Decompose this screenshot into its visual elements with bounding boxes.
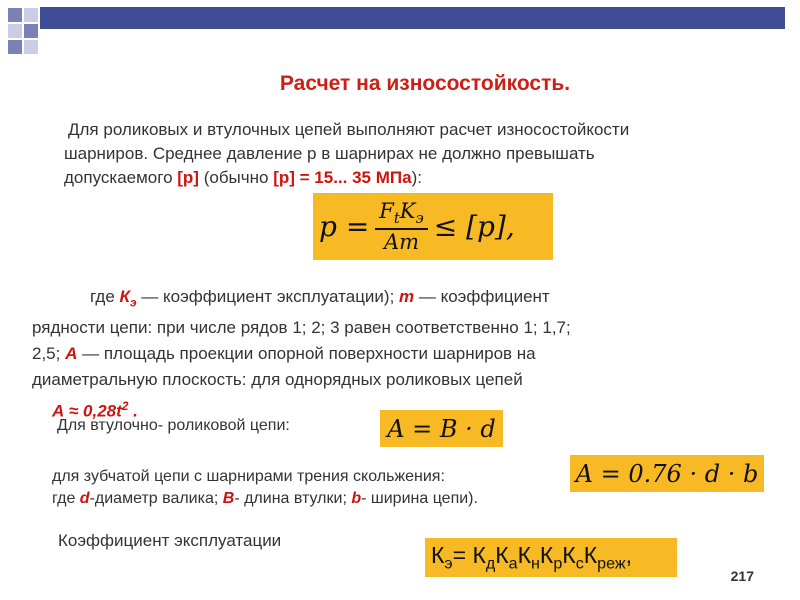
width-symbol: b: [351, 490, 362, 507]
kexp-label: Коэффициент эксплуатации: [58, 531, 282, 550]
decor-square: [24, 24, 38, 38]
bushing-label: Для втулочно- роликовой цепи:: [57, 417, 290, 434]
k-sub: э: [415, 210, 424, 228]
slide-title: Расчет на износостойкость.: [279, 72, 571, 95]
decor-square: [8, 8, 22, 22]
allowable-pressure: [р]: [177, 168, 199, 187]
k-sub: р: [553, 554, 563, 573]
decor-square: [24, 40, 38, 54]
formula-rhs: ≤ [p],: [433, 210, 515, 243]
bushing-formula-box: [380, 410, 503, 447]
formula-lhs: p =: [319, 210, 370, 243]
text: где: [52, 490, 80, 507]
where-line-1: [32, 284, 772, 315]
text: ):: [411, 168, 422, 187]
text: 2,5;: [32, 344, 66, 364]
formula-denominator: Am: [383, 229, 420, 254]
toothed-paragraph: [52, 466, 478, 510]
page-number: 217: [730, 568, 754, 584]
force-sub: t: [393, 210, 400, 228]
k-symbol: [119, 287, 137, 310]
main-formula-box: [313, 193, 553, 260]
k-sub: д: [485, 554, 496, 573]
k: К: [539, 541, 554, 568]
header-bar: [40, 7, 785, 29]
text: допускаемого: [64, 168, 178, 187]
decor-square: [8, 40, 22, 54]
text: - длина втулки;: [234, 490, 352, 507]
formula-fraction: [375, 200, 427, 253]
decor-square: [24, 8, 38, 22]
toothed-line-1: для зубчатой цепи с шарнирами трения скольжения:: [52, 468, 445, 485]
k: = К: [452, 541, 486, 568]
d-symbol: d: [79, 490, 90, 507]
text: ,: [625, 541, 633, 568]
k-sub: с: [575, 554, 584, 573]
force: F: [379, 199, 394, 224]
text: (обычно: [198, 168, 274, 187]
toothed-line-2: [52, 488, 478, 510]
toothed-formula: A = 0.76 · d · b: [575, 459, 759, 488]
text: где: [90, 287, 120, 306]
where-paragraph: [32, 284, 772, 425]
k-sub: реж: [597, 554, 626, 573]
k: К: [583, 541, 598, 568]
formula-numerator: [375, 200, 427, 230]
where-line-4: диаметральную плоскость: для однорядных роликовых цепей: [32, 370, 523, 390]
text: .: [128, 402, 138, 422]
text: -диаметр валика;: [89, 490, 223, 507]
k: К: [431, 541, 445, 568]
intro-line-3: [64, 166, 764, 190]
k-sub: а: [508, 554, 518, 573]
k: К: [119, 287, 130, 306]
toothed-formula-box: [570, 455, 764, 492]
intro-line-1: Для роликовых и втулочных цепей выполняют расчет износостойкости: [68, 120, 630, 139]
k-sub: н: [531, 554, 540, 573]
k: К: [517, 541, 532, 568]
bushing-formula: A = B · d: [387, 414, 496, 443]
intro-line-2: шарниров. Среднее давление р в шарнирах не должно превышать: [64, 144, 595, 163]
k-sub: э: [444, 554, 453, 573]
area-sup: 2: [121, 399, 129, 414]
area-formula: А ≈ 0,28t: [52, 402, 122, 422]
k: К: [495, 541, 509, 568]
text: — площадь проекции опорной поверхности шарниров на: [77, 344, 536, 364]
k-sub: э: [130, 295, 137, 310]
m-symbol: т: [399, 287, 415, 306]
text: — коэффициент эксплуатации);: [136, 287, 400, 306]
intro-paragraph: [64, 118, 764, 190]
where-line-2: рядности цепи: при числе рядов 1; 2; 3 равен соответственно 1; 1,7;: [32, 318, 571, 338]
text: - ширина цепи).: [361, 490, 478, 507]
a-symbol: А: [65, 344, 78, 364]
kexp-formula-box: [425, 538, 677, 577]
k: К: [562, 541, 576, 568]
k: K: [399, 199, 416, 224]
b-symbol: В: [222, 490, 235, 507]
where-line-3: [32, 341, 772, 367]
text: — коэффициент: [414, 287, 550, 306]
kexp-formula: [431, 542, 632, 574]
decor-square: [8, 24, 22, 38]
pressure-range: [р] = 15... 35 МПа: [273, 168, 412, 187]
